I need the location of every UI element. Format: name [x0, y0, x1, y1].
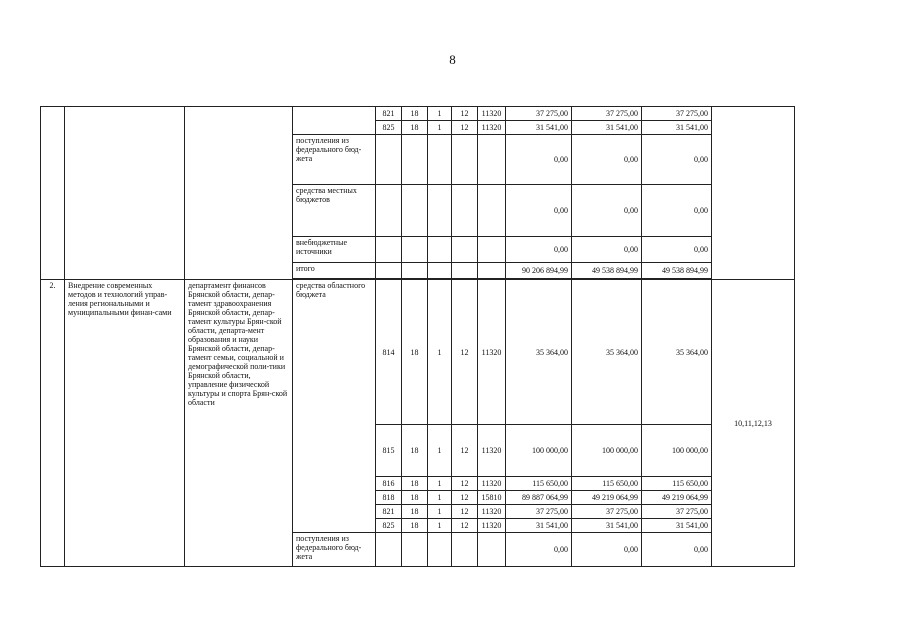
code-cell: 18 [402, 519, 428, 533]
code-cell: 15810 [478, 491, 506, 505]
code-cell: 1 [428, 519, 452, 533]
code-cell: 18 [402, 121, 428, 135]
code-cell: 12 [452, 477, 478, 491]
total-amount: 49 538 894,99 [572, 263, 642, 279]
amount-cell: 0,00 [572, 135, 642, 185]
amount-cell: 31 541,00 [506, 121, 572, 135]
amount-cell: 0,00 [642, 135, 712, 185]
page-number: 8 [449, 52, 456, 67]
amount-cell: 0,00 [642, 185, 712, 237]
code-cell: 825 [376, 121, 402, 135]
code-cell: 12 [452, 425, 478, 477]
code-cell: 1 [428, 477, 452, 491]
amount-cell: 100 000,00 [572, 425, 642, 477]
code-cell: 11320 [478, 121, 506, 135]
number-cell [41, 107, 65, 280]
activity-name: Внедрение современных методов и технологий управ-ления региональными и муниципальными финан-сами [65, 280, 185, 567]
code-cell: 11320 [478, 477, 506, 491]
source-label: поступления из федерального бюд-жета [293, 135, 376, 185]
amount-cell: 37 275,00 [506, 107, 572, 121]
amount-cell: 0,00 [572, 533, 642, 567]
amount-cell: 31 541,00 [506, 519, 572, 533]
amount-cell: 37 275,00 [572, 505, 642, 519]
code-cell: 18 [402, 107, 428, 121]
amount-cell: 37 275,00 [642, 107, 712, 121]
amount-cell: 0,00 [642, 533, 712, 567]
amount-cell: 37 275,00 [506, 505, 572, 519]
code-cell: 825 [376, 519, 402, 533]
code-cell: 11320 [478, 519, 506, 533]
amount-cell: 49 219 064,99 [642, 491, 712, 505]
code-cell: 1 [428, 425, 452, 477]
amount-cell: 31 541,00 [642, 121, 712, 135]
code-cell: 814 [376, 280, 402, 425]
code-cell: 11320 [478, 505, 506, 519]
amount-cell: 100 000,00 [642, 425, 712, 477]
amount-cell: 100 000,00 [506, 425, 572, 477]
amount-cell: 115 650,00 [642, 477, 712, 491]
executor-list: департамент финансов Брянской области, депар-тамент здравоохранения Брянской области, депар-тамент культуры Брян-ской области, департа-мент образования и науки Брянской области, депар-тамент семьи, социальной и демографической поли-тики Брянской области, управление физической культуры и спорта Брян-ской области [185, 280, 293, 567]
code-cell: 816 [376, 477, 402, 491]
code-cell: 12 [452, 107, 478, 121]
code-cell: 11320 [478, 107, 506, 121]
code-cell: 821 [376, 505, 402, 519]
amount-cell: 0,00 [506, 185, 572, 237]
code-cell: 1 [428, 505, 452, 519]
code-cell: 12 [452, 121, 478, 135]
indicator-numbers: 10,11,12,13 [712, 280, 795, 567]
code-cell: 18 [402, 505, 428, 519]
code-cell: 1 [428, 280, 452, 425]
code-cell: 1 [428, 107, 452, 121]
code-cell: 12 [452, 280, 478, 425]
source-label: средства областного бюджета [293, 280, 376, 533]
amount-cell: 115 650,00 [506, 477, 572, 491]
code-cell: 1 [428, 491, 452, 505]
amount-cell: 0,00 [506, 237, 572, 263]
code-cell: 818 [376, 491, 402, 505]
amount-cell: 35 364,00 [506, 280, 572, 425]
table-row [41, 280, 795, 425]
code-cell: 815 [376, 425, 402, 477]
amount-cell: 0,00 [572, 237, 642, 263]
indicator-cell [712, 107, 795, 280]
total-label: итого [293, 263, 376, 279]
code-cell: 18 [402, 491, 428, 505]
code-cell: 18 [402, 425, 428, 477]
amount-cell: 49 219 064,99 [572, 491, 642, 505]
code-cell: 1 [428, 121, 452, 135]
row-number: 2. [41, 280, 65, 567]
amount-cell: 37 275,00 [642, 505, 712, 519]
table-row [41, 107, 795, 121]
amount-cell: 89 887 064,99 [506, 491, 572, 505]
code-cell: 821 [376, 107, 402, 121]
code-cell: 12 [452, 519, 478, 533]
activity-name-cell [65, 107, 185, 280]
executor-cell [185, 107, 293, 280]
code-cell: 18 [402, 280, 428, 425]
code-cell: 11320 [478, 425, 506, 477]
amount-cell: 0,00 [572, 185, 642, 237]
total-amount: 49 538 894,99 [642, 263, 712, 279]
code-cell: 11320 [478, 280, 506, 425]
code-cell: 12 [452, 491, 478, 505]
source-cell [293, 107, 376, 135]
amount-cell: 31 541,00 [572, 519, 642, 533]
total-amount: 90 206 894,99 [506, 263, 572, 279]
amount-cell: 115 650,00 [572, 477, 642, 491]
source-label: поступления из федерального бюд-жета [293, 533, 376, 567]
amount-cell: 0,00 [506, 533, 572, 567]
code-cell: 12 [452, 505, 478, 519]
amount-cell: 35 364,00 [572, 280, 642, 425]
amount-cell: 0,00 [506, 135, 572, 185]
code-cell: 18 [402, 477, 428, 491]
amount-cell: 0,00 [642, 237, 712, 263]
source-label: средства местных бюджетов [293, 185, 376, 237]
amount-cell: 37 275,00 [572, 107, 642, 121]
amount-cell: 31 541,00 [572, 121, 642, 135]
amount-cell: 31 541,00 [642, 519, 712, 533]
budget-table [40, 106, 795, 567]
source-label: внебюджетные источники [293, 237, 376, 263]
amount-cell: 35 364,00 [642, 280, 712, 425]
